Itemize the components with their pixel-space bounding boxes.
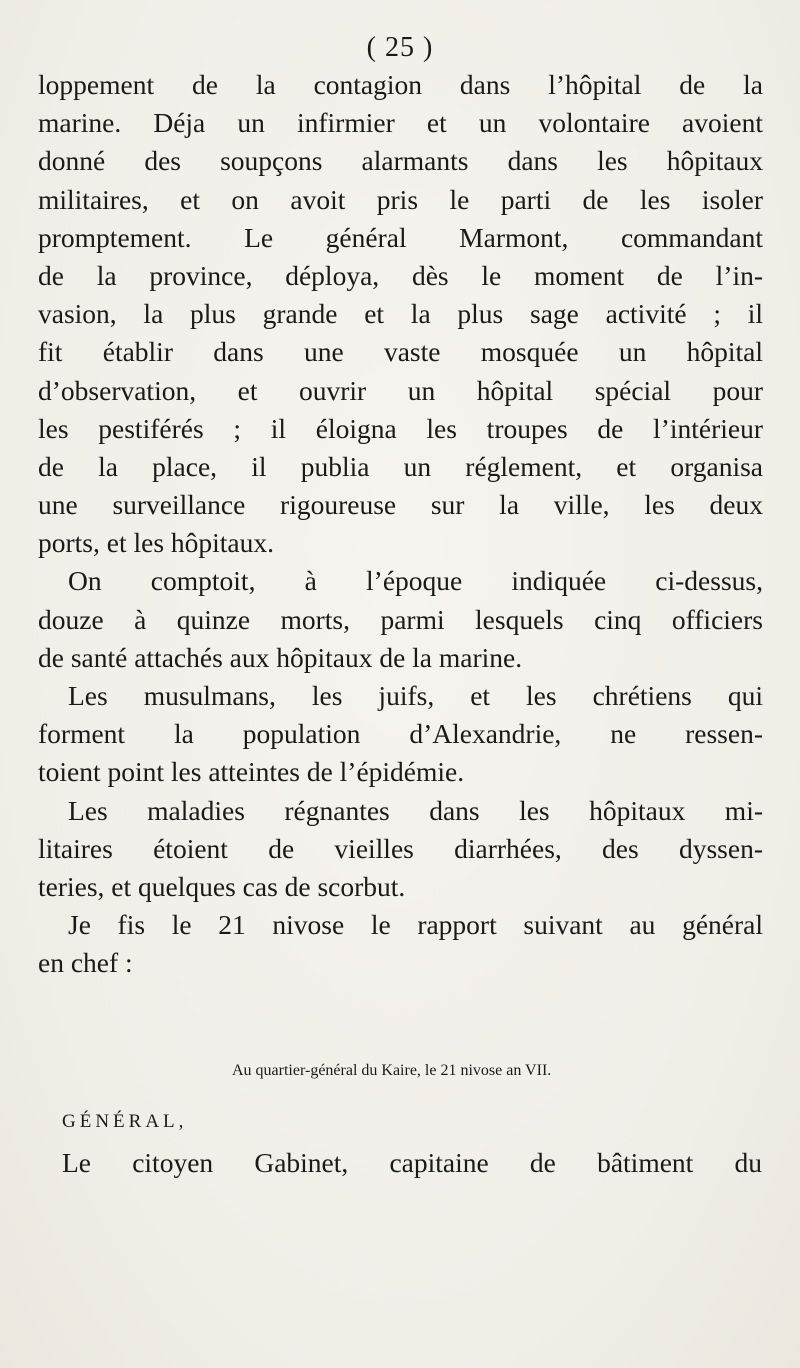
text-line: marine. Déja un infirmier et un volontaire avoient [38, 107, 763, 139]
text-line: loppement de la contagion dans l’hôpital de la [38, 69, 763, 100]
text-line: Les maladies régnantes dans les hôpitaux mi- [68, 794, 763, 826]
text-line: promptement. Le général Marmont, commandant [38, 221, 763, 253]
text-line: Je fis le 21 nivose le rapport suivant au général [68, 909, 763, 941]
text-line: vasion, la plus grande et la plus sage activité ; il [38, 298, 763, 330]
text-line: les pestiférés ; il éloigna les troupes de l’intérieur [38, 412, 763, 444]
body-text [38, 66, 763, 983]
text-line: Le citoyen Gabinet, capitaine de bâtiment du [62, 1147, 762, 1178]
text-line: militaires, et on avoit pris le parti de les isoler [38, 183, 763, 215]
letter-salutation: GÉNÉRAL, [62, 1111, 188, 1132]
text-line: une surveillance rigoureuse sur la ville, les deux [38, 489, 763, 521]
text-line: de la province, déploya, dès le moment de l’in- [38, 259, 763, 291]
text-line: toient point les atteintes de l’épidémie. [38, 756, 465, 788]
page-number: ( 25 ) [366, 32, 434, 63]
text-line: ports, et les hôpitaux. [38, 527, 275, 559]
text-line: en chef : [38, 947, 133, 979]
text-line: de santé attachés aux hôpitaux de la marine. [38, 641, 523, 673]
text-line: douze à quinze morts, parmi lesquels cinq officiers [38, 603, 763, 635]
text-line: de la place, il publia un réglement, et organisa [38, 450, 763, 482]
text-line: Les musulmans, les juifs, et les chrétiens qui [68, 680, 763, 711]
text-line: fit établir dans une vaste mosquée un hôpital [38, 336, 763, 368]
text-line: On comptoit, à l’époque indiquée ci-dessus, [68, 565, 763, 597]
letter-dateline: Au quartier-général du Kaire, le 21 nivose an VII. [232, 1062, 552, 1079]
text-line: forment la population d’Alexandrie, ne ressen- [38, 718, 763, 750]
text-line: teries, et quelques cas de scorbut. [38, 870, 406, 902]
text-line: d’observation, et ouvrir un hôpital spécial pour [38, 374, 763, 406]
text-line: donné des soupçons alarmants dans les hôpitaux [38, 145, 763, 177]
text-line: litaires étoient de vieilles diarrhées, des dyssen- [38, 832, 763, 864]
